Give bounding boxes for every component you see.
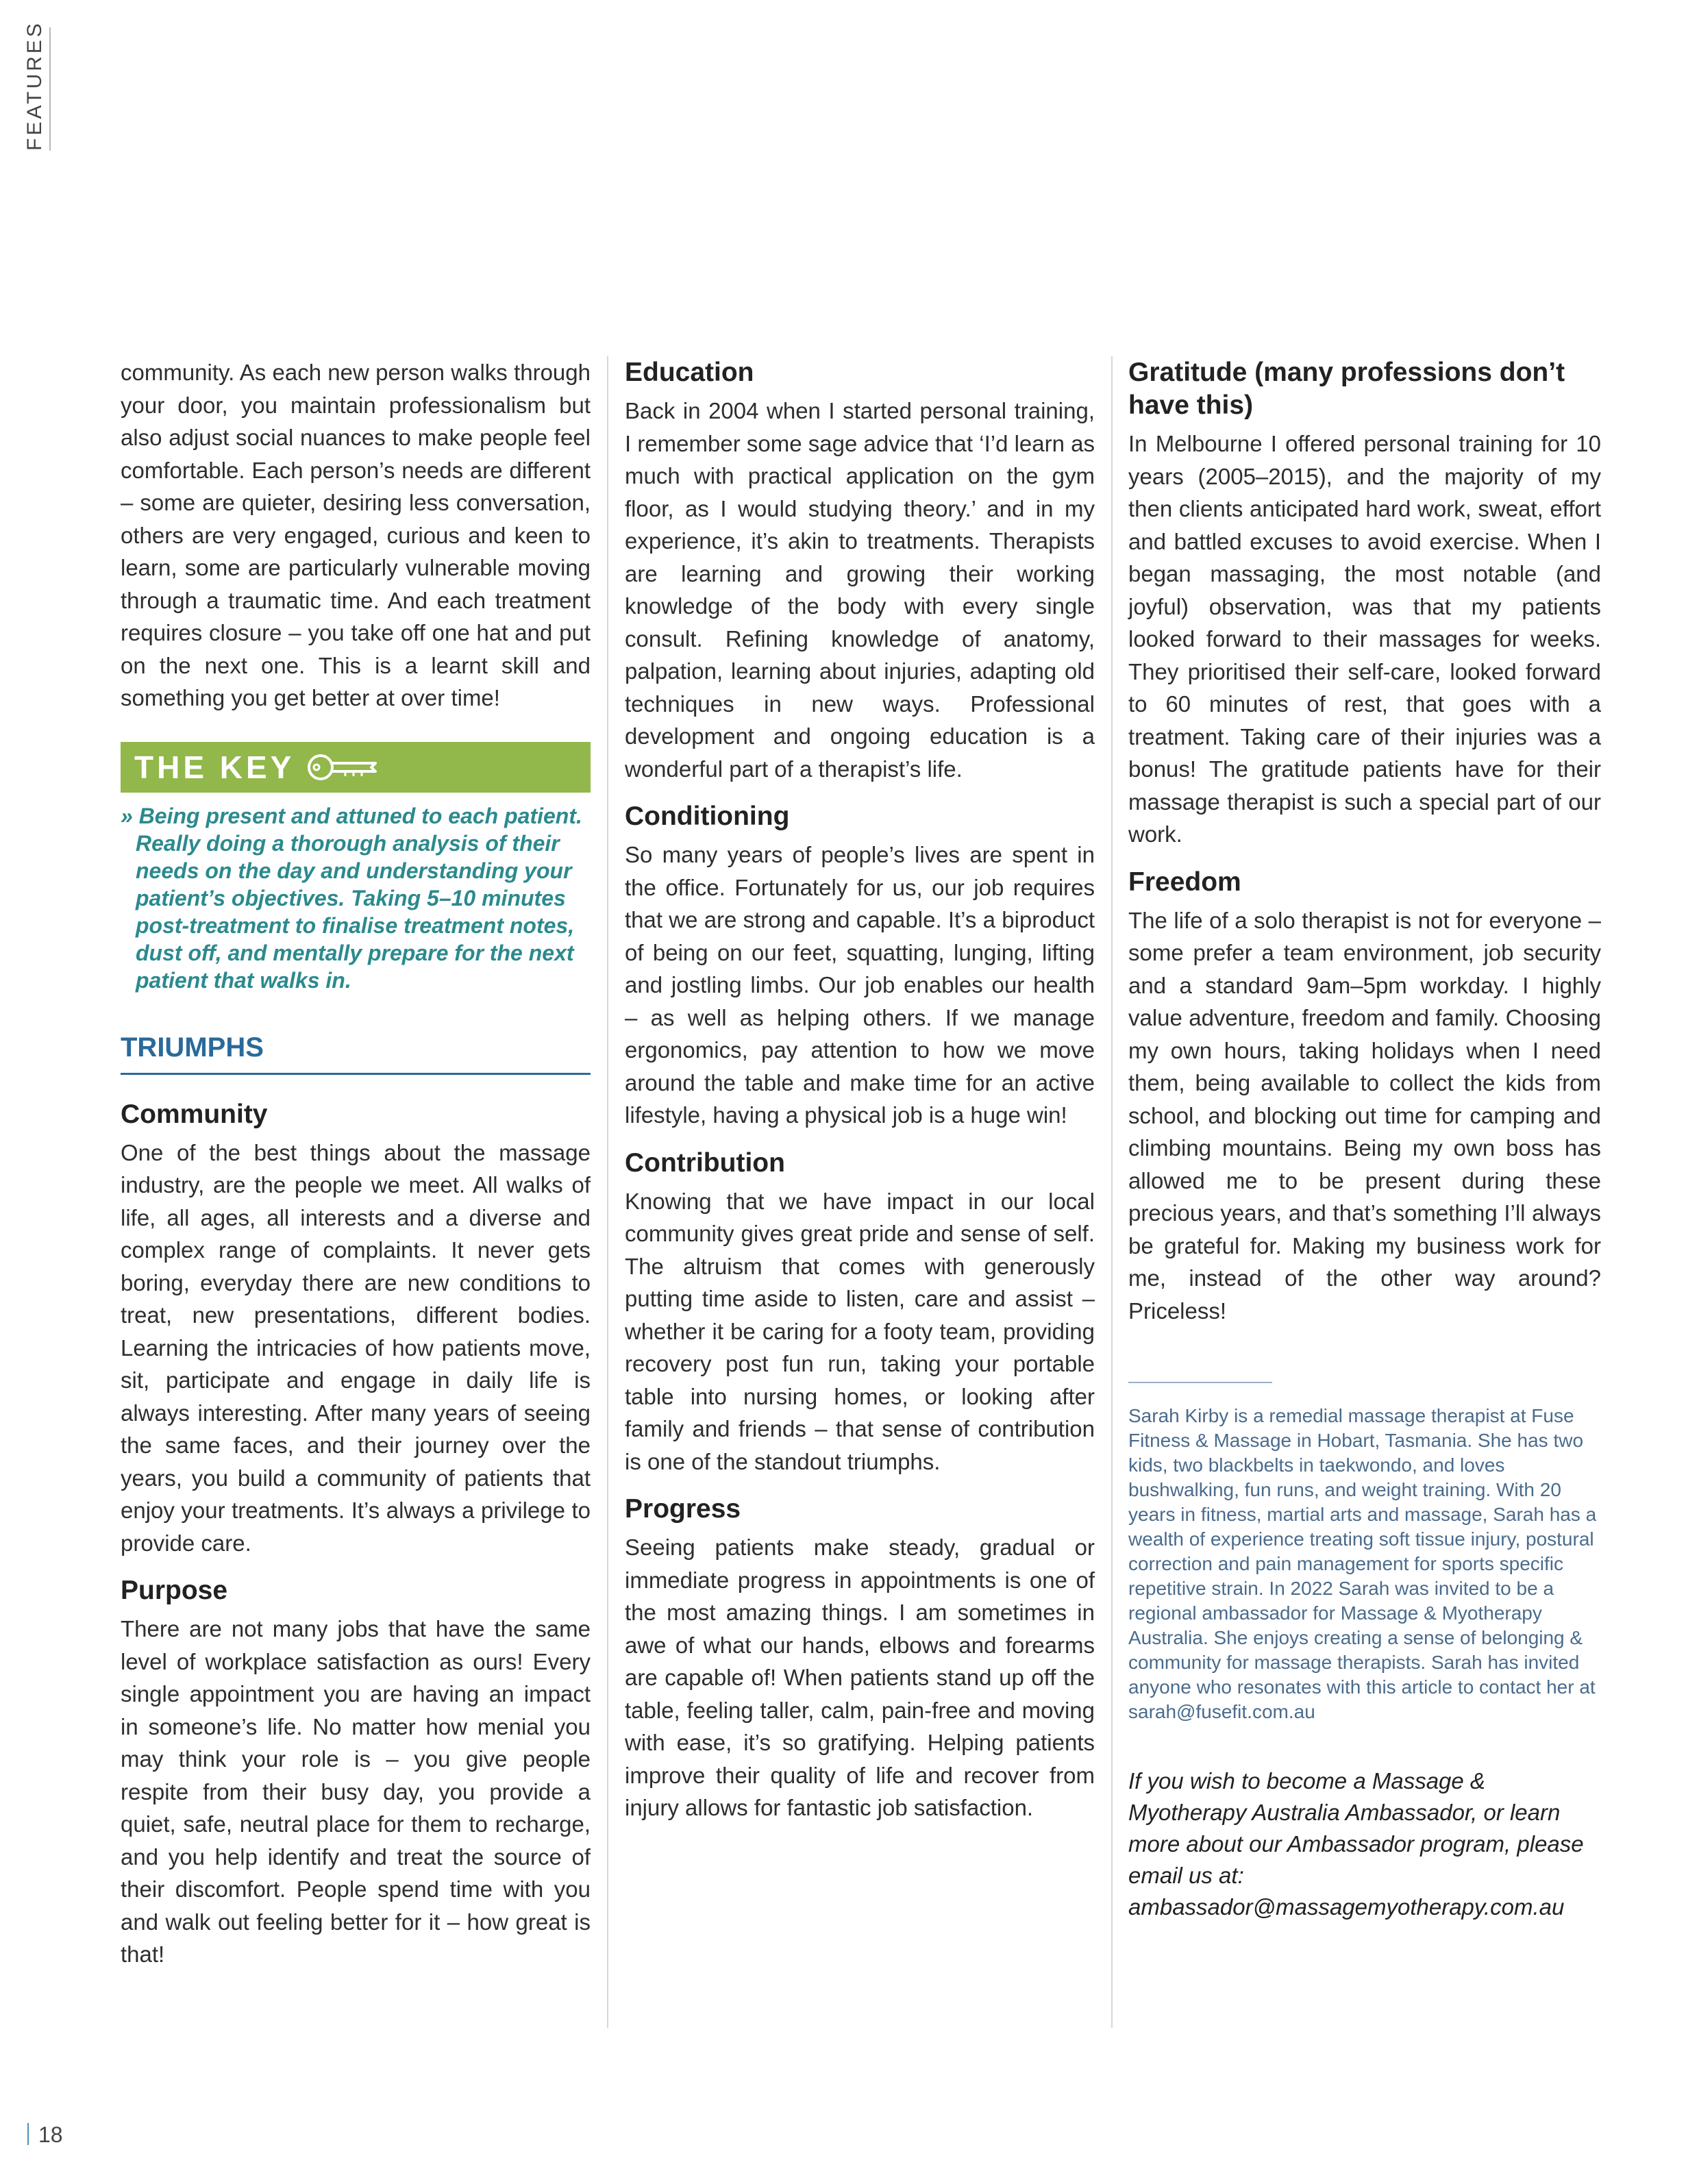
freedom-text: The life of a solo therapist is not for everyone – some prefer a team environment, job security and a standard 9am–5pm workday. I highly value adventure, freedom and family. Choosing my own hours, taking holidays when I need them, being available to collect the kids from school, and blocking out time for camping and climbing mountains. Being my own boss has allowed me to be present during these precious years, and that’s something I’ll always be grateful for. Making my business work for me, instead of the other way around? Priceless!: [1128, 907, 1601, 1324]
gratitude-heading: Gratitude (many professions don’t have this): [1128, 358, 1565, 420]
freedom-heading: Freedom: [1128, 867, 1241, 897]
gratitude-text: In Melbourne I offered personal training for 10 years (2005–2015), and the majority of my then clients anticipated hard work, sweat, effort and battled excuses to avoid exercise. When I began massaging, the most notable (and joyful) observation, was that my patients looked forward to their massages for weeks. They prioritised their self-care, looked forward to 60 minutes of rest, that goes with a treatment. Taking care of their injuries was a bonus! The gratitude patients have for their massage therapist is such a special part of our work.: [1128, 431, 1601, 847]
purpose-text: There are not many jobs that have the same level of workplace satisfaction as ours! Every single appointment you are having an impact in someone’s life. No matter how menial you may think your role is – you give people respite from their busy day, you provide a quiet, safe, neutral place for them to recharge, and you help identify and treat the source of their discomfort. People spend time with you and walk out feeling better for it – how great is that!: [121, 1616, 591, 1967]
intro-paragraph: community. As each new person walks through your door, you maintain professionalism but also adjust social nuances to make people feel comfortable. Each person’s needs are different – some are quieter, desiring less conversation, others are very engaged, curious and keen to learn, some are particularly vulnerable moving through a traumatic time. And each treatment requires closure – you take off one hat and put on the next one. This is a learnt skill and something you get better at over time!: [121, 360, 591, 710]
bio-divider: [1128, 1382, 1272, 1383]
column-divider: [1111, 356, 1113, 2028]
contribution-text: Knowing that we have impact in our local community gives great pride and sense of self. The altruism that comes with generously putting time aside to listen, care and assist – whether it be caring for a footy team, providing recovery post fun run, taking your portable table into nursing homes, or looking after family and friends – that sense of contribution is one of the standout triumphs.: [625, 1188, 1095, 1474]
page-number-value: 18: [38, 2122, 63, 2147]
community-heading: Community: [121, 1099, 268, 1129]
the-key-banner: [121, 742, 591, 793]
section-tab: [21, 21, 51, 151]
conditioning-heading: Conditioning: [625, 802, 790, 831]
conditioning-text: So many years of people’s lives are spent in the office. Fortunately for us, our job requires that we are strong and capable. It’s a biproduct of being on our feet, squatting, lunging, lifting and jostling limbs. Our job enables our health – as well as helping others. If we manage ergonomics, pay attention to how we move around the table and make time for an active lifestyle, having a physical job is a huge win!: [625, 842, 1095, 1128]
the-key-text: » Being present and attuned to each patient. Really doing a thorough analysis of their needs on the day and understanding your patient’s objectives. Taking 5–10 minutes post-treatment to finalise treatment notes, dust off, and mentally prepare for the next patient that walks in.: [121, 803, 582, 993]
education-heading: Education: [625, 358, 754, 387]
the-key-title: THE KEY: [134, 749, 295, 785]
page-number: [27, 2122, 63, 2148]
section-tab-label: FEATURES: [23, 21, 46, 151]
progress-heading: Progress: [625, 1494, 741, 1524]
community-text: One of the best things about the massage industry, are the people we meet. All walks of life, all ages, all interests and a diverse and complex range of complaints. It never gets boring, everyday there are new conditions to treat, new presentations, different bodies. Learning the intricacies of how patients move, sit, participate and engage in daily life is always interesting. After many years of seeing the same faces, and their journey over the years, you build a community of patients that enjoy your treatments. It’s always a privilege to provide care.: [121, 1139, 591, 1556]
column-1: [121, 356, 591, 1971]
author-bio: Sarah Kirby is a remedial massage therapist at Fuse Fitness & Massage in Hobart, Tasmania. She has two kids, two blackbelts in taekwondo, and loves bushwalking, fun runs, and weight training. With 20 years in fitness, martial arts and massage, Sarah has a wealth of experience treating soft tissue injury, postural correction and pain management for sports specific repetitive strain. In 2022 Sarah was invited to be a regional ambassador for Massage & Myotherapy Australia. She enjoys creating a sense of belonging & community for massage therapists. Sarah has invited anyone who resonates with this article to contact her at sarah@fusefit.com.au: [1128, 1405, 1597, 1722]
column-divider: [607, 356, 608, 2028]
progress-text: Seeing patients make steady, gradual or immediate progress in appointments is one of the most amazing things. I am sometimes in awe of what our hands, elbows and forearms are capable of! When patients stand up off the table, feeling taller, calm, pain-free and moving with ease, it’s so gratifying. Helping patients improve their quality of life and recover from injury allows for fantastic job satisfaction.: [625, 1535, 1095, 1820]
contribution-heading: Contribution: [625, 1147, 785, 1178]
ambassador-callout: If you wish to become a Massage & Myotherapy Australia Ambassador, or learn more about our Ambassador program, please email us at: ambassador@massagemyotherapy.com.au: [1128, 1768, 1584, 1920]
key-icon: [306, 750, 381, 784]
purpose-heading: Purpose: [121, 1576, 228, 1605]
column-2: [625, 356, 1095, 1824]
column-3: [1128, 356, 1601, 1946]
education-text: Back in 2004 when I started personal training, I remember some sage advice that ‘I’d learn as much with practical application on the gym floor, as I would studying theory.’ and in my experience, it’s akin to treatments. Therapists are learning and growing their working knowledge of the body with every single consult. Refining knowledge of anatomy, palpation, learning about injuries, adapting old techniques in new ways. Professional development and ongoing education is a wonderful part of a therapist’s life.: [625, 398, 1095, 782]
triumphs-heading: TRIUMPHS: [121, 1032, 591, 1075]
